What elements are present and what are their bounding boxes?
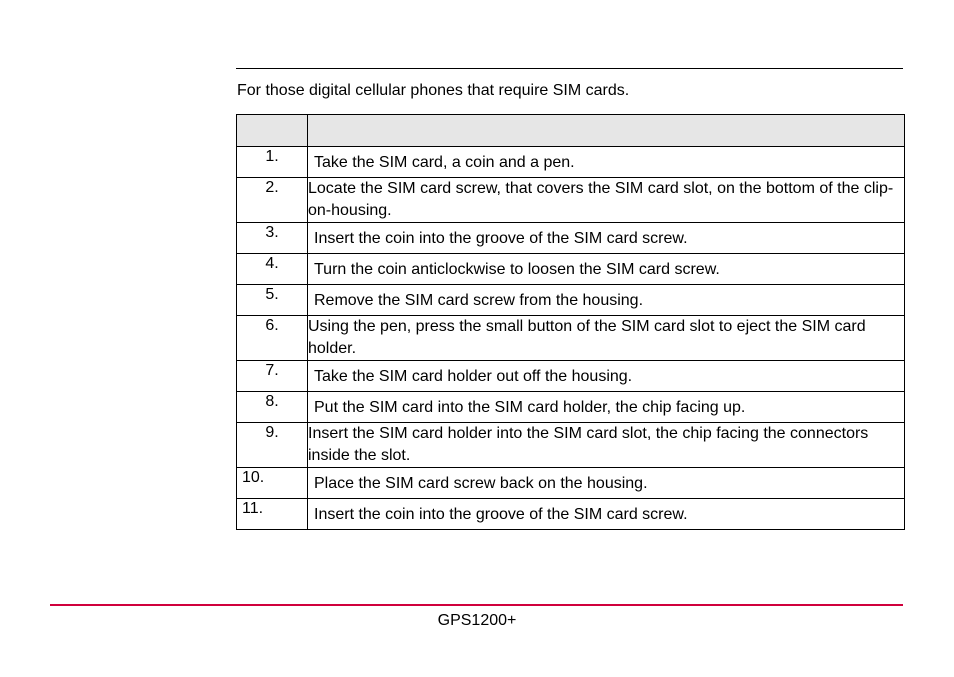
table-row: [237, 499, 905, 530]
step-number: 8.: [237, 392, 308, 423]
table-row: [237, 285, 905, 316]
step-text: Place the SIM card screw back on the housing.: [308, 468, 905, 499]
table-row: [237, 392, 905, 423]
table-row: [237, 316, 905, 361]
step-text: Insert the coin into the groove of the SIM card screw.: [308, 223, 905, 254]
step-text: Put the SIM card into the SIM card holder, the chip facing up.: [308, 392, 905, 423]
step-text: Using the pen, press the small button of the SIM card slot to eject the SIM card holder.: [308, 316, 905, 361]
table-row: [237, 178, 905, 223]
step-text: Insert the SIM card holder into the SIM card slot, the chip facing the connectors inside the slot.: [308, 423, 905, 468]
table-row: [237, 254, 905, 285]
step-number: 4.: [237, 254, 308, 285]
step-number: 9.: [237, 423, 308, 468]
table-row: [237, 147, 905, 178]
step-text: Locate the SIM card screw, that covers the SIM card slot, on the bottom of the clip-on-housing.: [308, 178, 905, 223]
footer-divider: [50, 604, 903, 606]
step-number: 6.: [237, 316, 308, 361]
step-number: 11.: [237, 499, 308, 530]
table-header-row: [237, 115, 905, 147]
step-text: Take the SIM card, a coin and a pen.: [308, 147, 905, 178]
step-number: 5.: [237, 285, 308, 316]
header-step-cell: [237, 115, 308, 147]
step-number: 3.: [237, 223, 308, 254]
sim-card-steps-table: [236, 114, 905, 530]
step-text: Insert the coin into the groove of the SIM card screw.: [308, 499, 905, 530]
step-number: 1.: [237, 147, 308, 178]
step-number: 7.: [237, 361, 308, 392]
header-description-cell: [308, 115, 905, 147]
table-row: [237, 361, 905, 392]
step-text: Take the SIM card holder out off the housing.: [308, 361, 905, 392]
table-row: [237, 223, 905, 254]
step-number: 10.: [237, 468, 308, 499]
top-divider: [236, 68, 903, 69]
intro-text: For those digital cellular phones that require SIM cards.: [237, 82, 630, 99]
footer-product-name: GPS1200+: [437, 612, 517, 629]
step-number: 2.: [237, 178, 308, 223]
table-row: [237, 468, 905, 499]
table-row: [237, 423, 905, 468]
step-text: Remove the SIM card screw from the housing.: [308, 285, 905, 316]
step-text: Turn the coin anticlockwise to loosen the SIM card screw.: [308, 254, 905, 285]
